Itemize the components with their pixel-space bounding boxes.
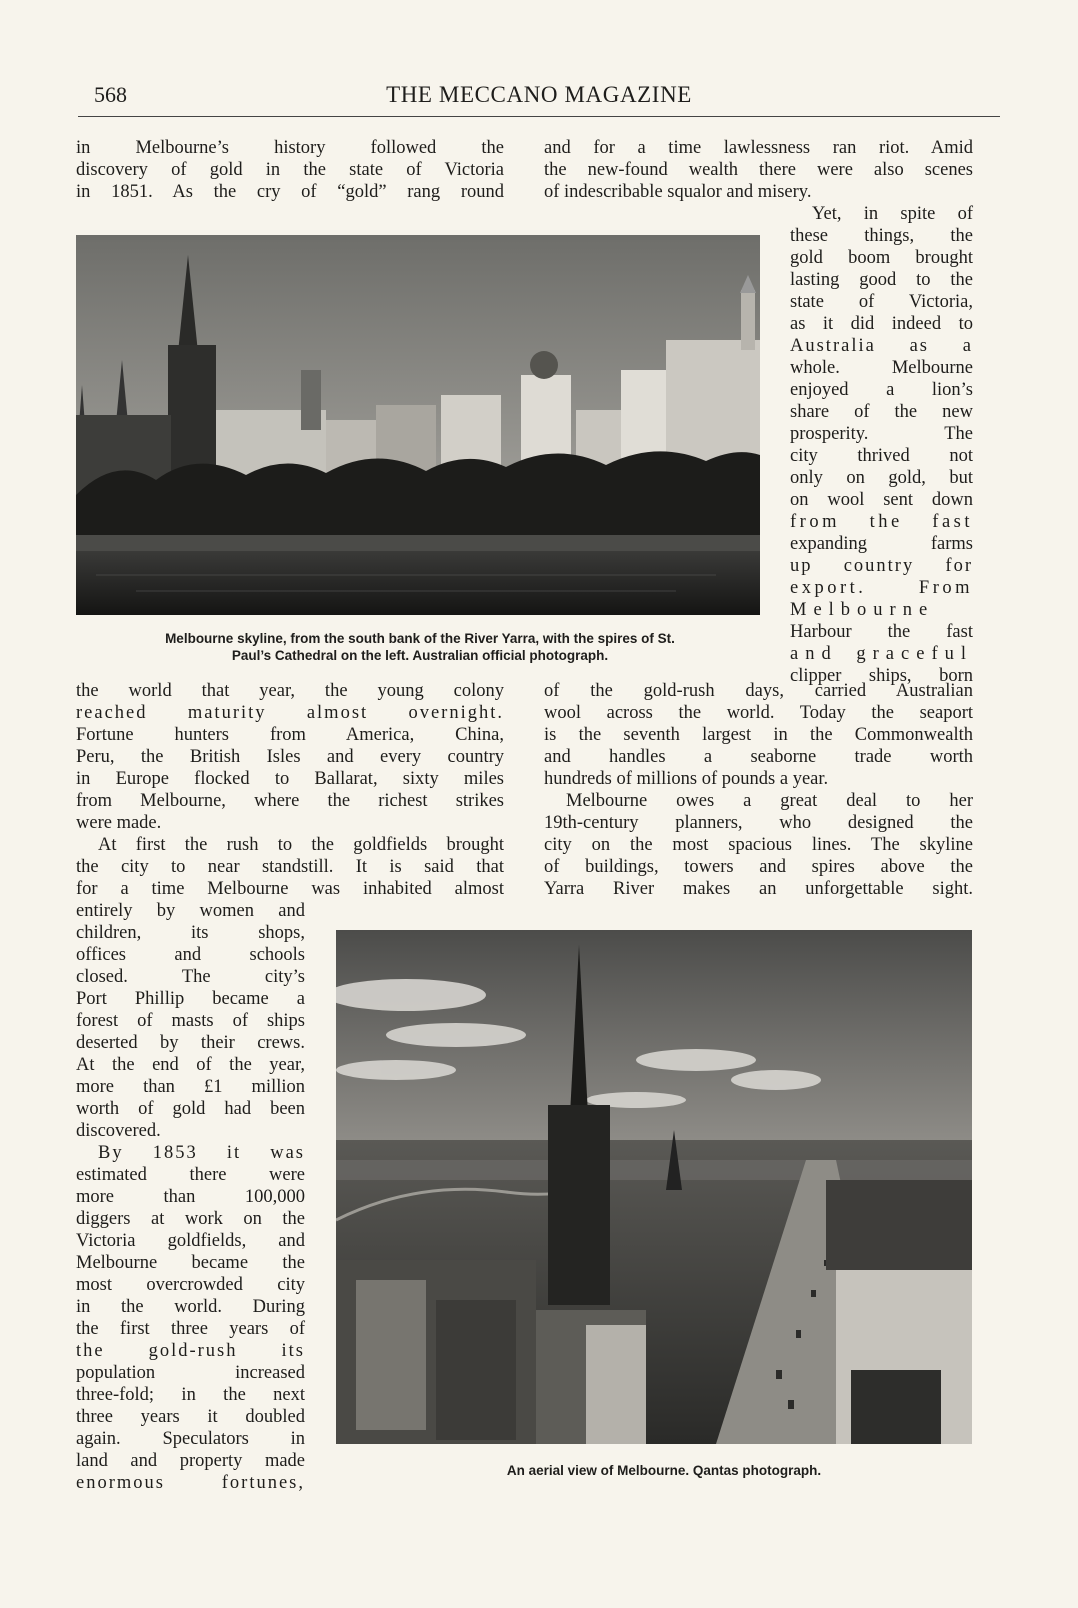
text-line: Australia as a xyxy=(790,336,973,356)
text-line: more than £1 million xyxy=(76,1077,305,1097)
text-line: discovered. xyxy=(76,1121,161,1141)
text-line: Melbourne xyxy=(790,600,935,620)
text-line: Harbour the fast xyxy=(790,622,973,642)
text-line: these things, the xyxy=(790,226,973,246)
text-line: three-fold; in the next xyxy=(76,1385,305,1405)
skyline-photo xyxy=(76,235,760,615)
text-line: offices and schools xyxy=(76,945,305,965)
text-line: most overcrowded city xyxy=(76,1275,305,1295)
text-line: the gold-rush its xyxy=(76,1341,305,1361)
text-line: discovery of gold in the state of Victoria xyxy=(76,160,504,180)
text-line: the first three years of xyxy=(76,1319,305,1339)
text-line: deserted by their crews. xyxy=(76,1033,305,1053)
text-line: in Europe flocked to Ballarat, sixty miles xyxy=(76,769,504,789)
text-line: land and property made xyxy=(76,1451,305,1471)
text-line: as it did indeed to xyxy=(790,314,973,334)
text-line: At the end of the year, xyxy=(76,1055,305,1075)
caption-line: Melbourne skyline, from the south bank of the River Yarra, with the spires of St. xyxy=(165,631,675,646)
text-line: on wool sent down xyxy=(790,490,973,510)
text-line: state of Victoria, xyxy=(790,292,973,312)
text-line: Yet, in spite of xyxy=(812,204,973,224)
text-line: Melbourne owes a great deal to her xyxy=(566,791,973,811)
text-line: worth of gold had been xyxy=(76,1099,305,1119)
text-line: from the fast xyxy=(790,512,973,532)
text-line: closed. The city’s xyxy=(76,967,305,987)
text-line: of indescribable squalor and misery. xyxy=(544,182,812,202)
text-line: clipper ships, born xyxy=(790,666,973,686)
text-line: entirely by women and xyxy=(76,901,305,921)
text-line: Yarra River makes an unforgettable sight. xyxy=(544,879,973,899)
text-line: the new-found wealth there were also scenes xyxy=(544,160,973,180)
text-line: expanding farms xyxy=(790,534,973,554)
text-line: Peru, the British Isles and every country xyxy=(76,747,504,767)
text-line: Fortune hunters from America, China, xyxy=(76,725,504,745)
aerial-photo-caption: An aerial view of Melbourne. Qantas photograph. xyxy=(506,1463,822,1478)
text-line: prosperity. The xyxy=(790,424,973,444)
text-line: population increased xyxy=(76,1363,305,1383)
text-line: in 1851. As the cry of “gold” rang round xyxy=(76,182,504,202)
text-line: wool across the world. Today the seaport xyxy=(544,703,973,723)
text-line: lasting good to the xyxy=(790,270,973,290)
text-line: enjoyed a lion’s xyxy=(790,380,973,400)
text-line: of the gold-rush days, carried Australian xyxy=(544,681,973,701)
text-line: and for a time lawlessness ran riot. Amid xyxy=(544,138,973,158)
text-line: Victoria goldfields, and xyxy=(76,1231,305,1251)
text-line: gold boom brought xyxy=(790,248,973,268)
text-line: for a time Melbourne was inhabited almost xyxy=(76,879,504,899)
text-line: again. Speculators in xyxy=(76,1429,305,1449)
skyline-photo-graphic xyxy=(76,235,760,615)
text-line: Melbourne became the xyxy=(76,1253,305,1273)
text-line: of buildings, towers and spires above the xyxy=(544,857,973,877)
magazine-title: THE MECCANO MAGAZINE xyxy=(386,82,692,107)
text-line: up country for xyxy=(790,556,973,576)
text-line: and handles a seaborne trade worth xyxy=(544,747,973,767)
text-line: reached maturity almost overnight. xyxy=(76,703,504,723)
text-line: from Melbourne, where the richest strikes xyxy=(76,791,504,811)
text-line: At first the rush to the goldfields brought xyxy=(98,835,504,855)
skyline-photo-caption xyxy=(76,630,764,664)
text-line: children, its shops, xyxy=(76,923,305,943)
text-line: and graceful xyxy=(790,644,973,664)
text-line: three years it doubled xyxy=(76,1407,305,1427)
text-line: were made. xyxy=(76,813,162,833)
text-line: more than 100,000 xyxy=(76,1187,305,1207)
text-line: city thrived not xyxy=(790,446,973,466)
text-line: forest of masts of ships xyxy=(76,1011,305,1031)
text-line: estimated there were xyxy=(76,1165,305,1185)
text-line: in the world. During xyxy=(76,1297,305,1317)
text-line: diggers at work on the xyxy=(76,1209,305,1229)
aerial-photo xyxy=(336,930,972,1444)
caption-line: Paul’s Cathedral on the left. Australian official photograph. xyxy=(231,648,609,663)
text-line: export. From xyxy=(790,578,973,598)
text-line: the world that year, the young colony xyxy=(76,681,504,701)
text-line: in Melbourne’s history followed the xyxy=(76,138,504,158)
text-line: enormous fortunes, xyxy=(76,1473,305,1493)
text-line: only on gold, but xyxy=(790,468,973,488)
text-line: the city to near standstill. It is said that xyxy=(76,857,504,877)
text-line: whole. Melbourne xyxy=(790,358,973,378)
aerial-photo-graphic xyxy=(336,930,972,1444)
text-line: By 1853 it was xyxy=(98,1143,305,1163)
page-header xyxy=(78,80,1000,117)
text-line: share of the new xyxy=(790,402,973,422)
text-line: hundreds of millions of pounds a year. xyxy=(544,769,829,789)
text-line: 19th-century planners, who designed the xyxy=(544,813,973,833)
text-line: city on the most spacious lines. The skyline xyxy=(544,835,973,855)
page-number: 568 xyxy=(94,82,127,107)
text-line: Port Phillip became a xyxy=(76,989,305,1009)
text-line: is the seventh largest in the Commonwealth xyxy=(544,725,973,745)
